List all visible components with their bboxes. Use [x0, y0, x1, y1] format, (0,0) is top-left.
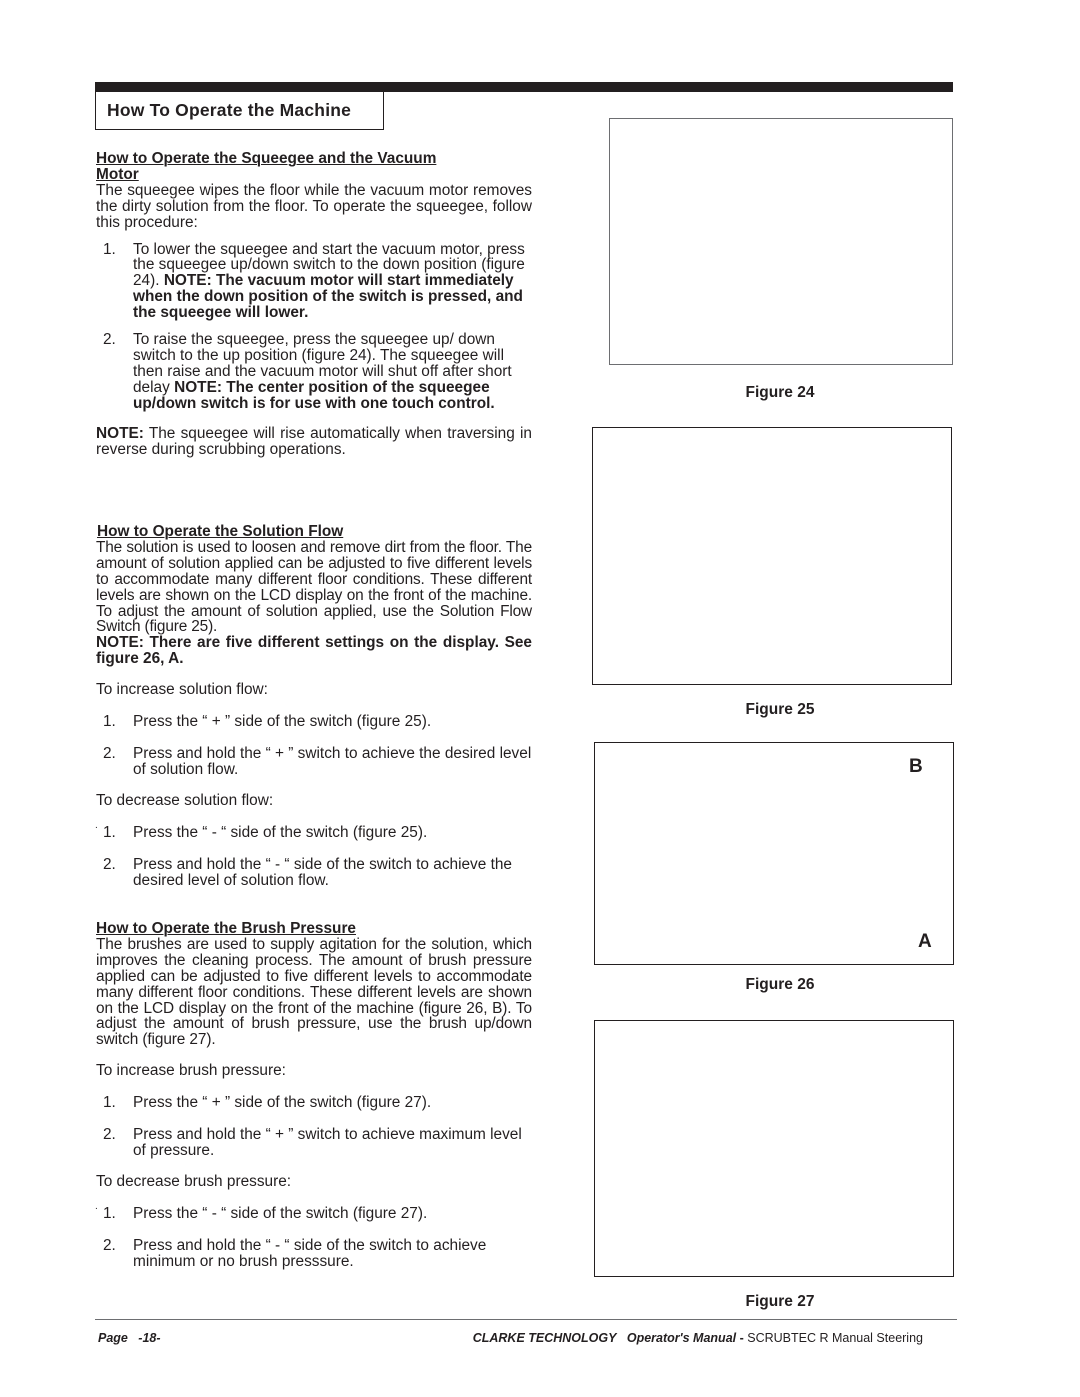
header-rule [95, 82, 953, 92]
step-note: NOTE: The vacuum motor will start immediately when the down position of the switch is pressed, and the squeegee will lower. [133, 272, 523, 322]
list-item: 1. Press the “ + ” side of the switch (figure 25). [103, 713, 432, 731]
footer-rule [95, 1319, 957, 1320]
figure-26-caption: Figure 26 [745, 976, 815, 993]
figure-27-caption: Figure 27 [745, 1293, 815, 1310]
callout-a: A [918, 931, 932, 952]
list-item: 2. Press and hold the “ + ” switch to achieve maximum level of pressure. [103, 1126, 522, 1159]
increase-brush-label: To increase brush pressure: [96, 1062, 286, 1080]
increase-solution-label: To increase solution flow: [96, 681, 268, 699]
figure-24-image [609, 118, 953, 365]
page-title-box [95, 92, 384, 130]
squeegee-note: NOTE: The squeegee will rise automatically when traversing in reverse during scrubbing operations. [96, 424, 532, 458]
step-note: NOTE: The center position of the squeegee up/down switch is for use with one touch control. [133, 378, 495, 412]
step-text: To lower the squeegee and start the vacuum motor, press the squeegee up/down switch to the down position (figure 24). [133, 240, 525, 290]
page-title: How To Operate the Machine [107, 100, 352, 120]
list-item: 1. Press the “ + ” side of the switch (figure 27). [103, 1094, 432, 1112]
solution-section [96, 524, 532, 888]
stray-mark: . [95, 819, 98, 831]
figure-24-caption: Figure 24 [745, 384, 815, 401]
stray-mark: . [95, 1200, 98, 1212]
step-text: To raise the squeegee, press the squeegee up/ down switch to the up position (figure 24). The squeegee will then raise and the vacuum motor will shut off after short delay [133, 331, 512, 396]
list-item: . 1. Press the “ - “ side of the switch (figure 27). [95, 1200, 428, 1222]
decrease-solution-label: To decrease solution flow: [96, 791, 274, 809]
solution-note: NOTE: There are five different settings on the display. See figure 26, A. [96, 634, 532, 668]
figure-26-image [594, 742, 954, 965]
figure-25-caption: Figure 25 [745, 701, 815, 718]
squeegee-heading: How to Operate the Squeegee and the Vacuum Motor [96, 150, 437, 183]
callout-b: B [909, 756, 923, 777]
page-number: Page -18- [98, 1331, 161, 1345]
brush-section [96, 921, 532, 1270]
list-item: 2. Press and hold the “ - “ side of the switch to achieve the desired level of solution flow. [103, 855, 512, 889]
solution-intro: The solution is used to loosen and remove dirt from the floor. The amount of solution applied can be adjusted to five different levels to accommodate many different floor conditions. These different levels are shown on the LCD display on the front of the machine. To adjust the amount of solution applied, use the Solution Flow Switch (figure 25). [96, 538, 532, 636]
footer-manual-title: CLARKE TECHNOLOGY Operator's Manual - SCRUBTEC R Manual Steering [472, 1331, 923, 1345]
list-item: 2. Press and hold the “ + ” switch to achieve the desired level of solution flow. [103, 744, 532, 778]
list-item: 1. To lower the squeegee and start the vacuum motor, press the squeegee up/down switch to the down position (figure 24). NOTE: The vacuum motor will start immediately when the down position of the switch is pressed, and the squeegee will lower. [103, 240, 525, 322]
brush-heading: How to Operate the Brush Pressure [96, 920, 356, 937]
list-item: 2. To raise the squeegee, press the squeegee up/ down switch to the up position (figure 24). The squeegee will then raise and the vacuum motor will shut off after short delay NOTE: The center position of the squeegee up/down switch is for use with one touch control. [103, 331, 512, 412]
squeegee-intro: The squeegee wipes the floor while the vacuum motor removes the dirty solution from the floor. To operate the squeegee, follow this procedure: [96, 181, 532, 231]
figure-25-image [592, 427, 952, 685]
figure-27-image [594, 1020, 954, 1277]
solution-heading: How to Operate the Solution Flow [97, 523, 344, 540]
list-item: . 1. Press the “ - “ side of the switch (figure 25). [95, 819, 428, 841]
squeegee-section [96, 151, 532, 457]
decrease-brush-label: To decrease brush pressure: [96, 1172, 292, 1190]
list-item: 2. Press and hold the “ - “ side of the switch to achieve minimum or no brush presssure. [103, 1236, 487, 1270]
brush-intro: The brushes are used to supply agitation for the solution, which improves the cleaning process. The amount of brush pressure applied can be adjusted to five different levels to accommodate many different floor conditions. These different levels are shown on the LCD display on the front of the machine (figure 26, B). To adjust the amount of brush pressure, use the brush up/down switch (figure 27). [96, 935, 532, 1049]
